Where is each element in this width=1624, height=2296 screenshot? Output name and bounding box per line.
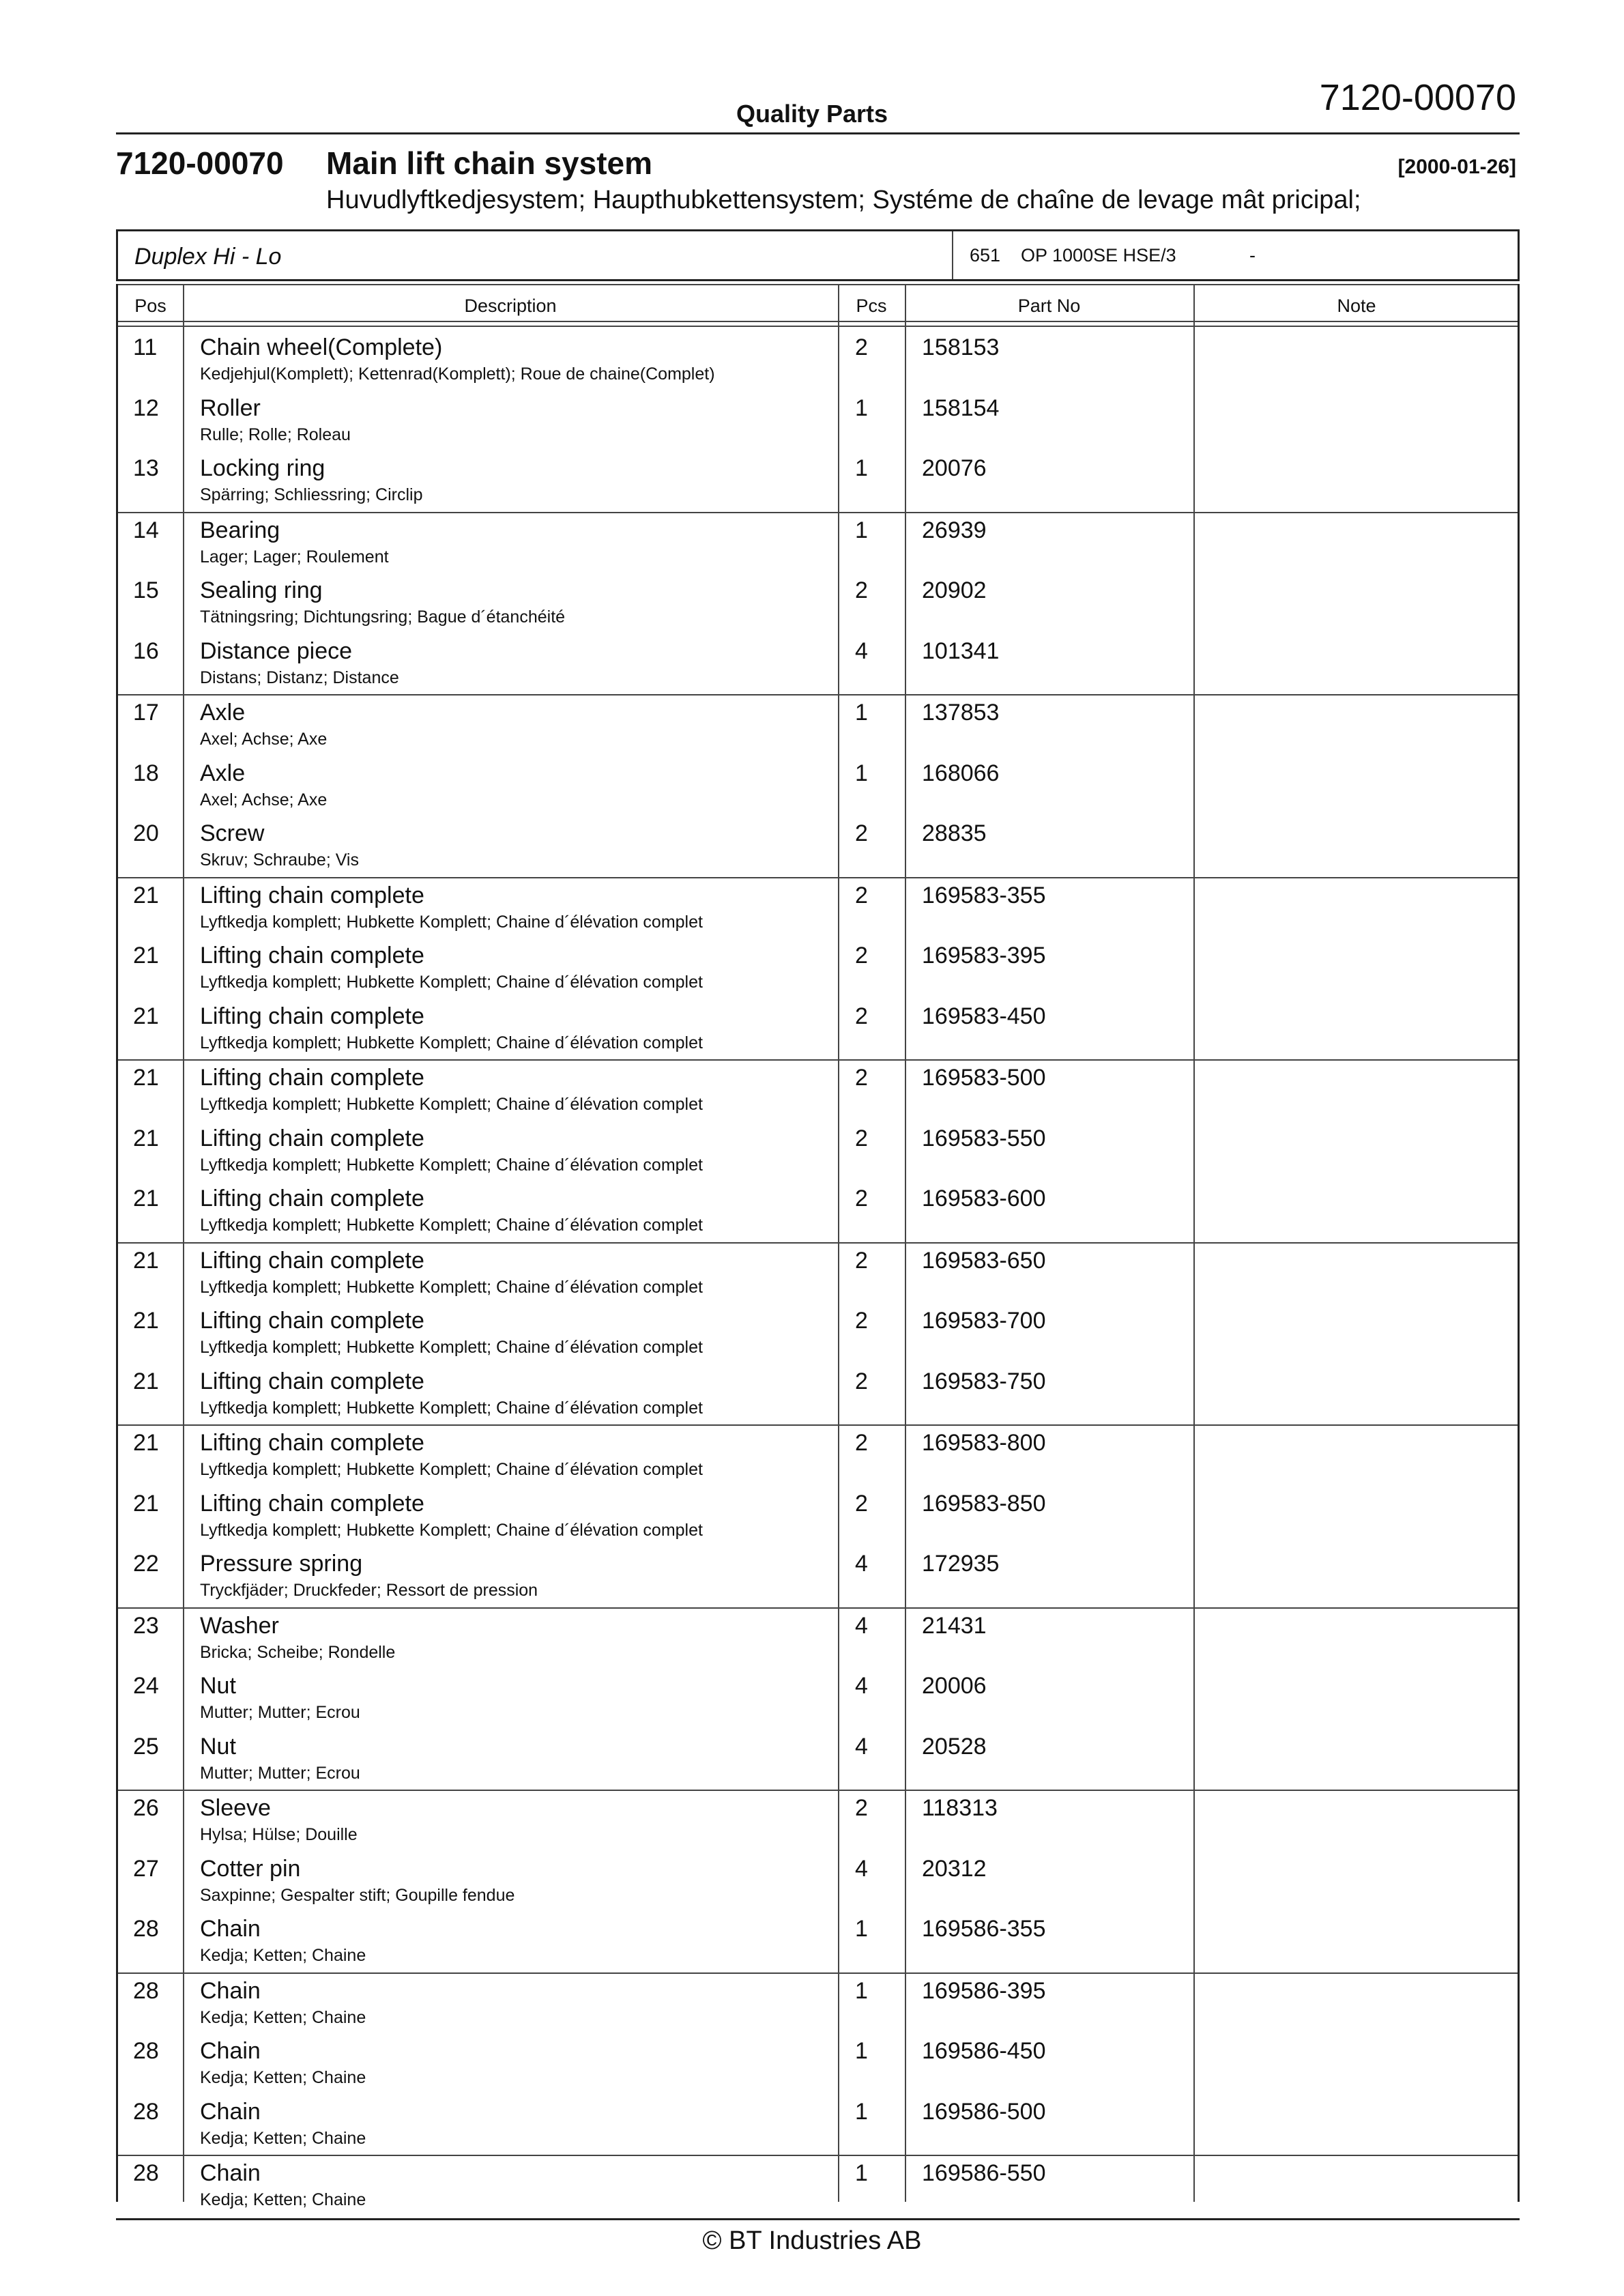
model-code: 651 <box>970 245 1001 266</box>
row-description: Lifting chain complete <box>200 1308 424 1334</box>
row-pos: 21 <box>133 882 159 908</box>
row-part-no: 20312 <box>922 1855 987 1882</box>
table-row <box>118 1242 1518 1304</box>
row-pos: 26 <box>133 1795 159 1821</box>
row-description-translations: Lyftkedja komplett; Hubkette Komplett; Chaine d´élévation complet <box>200 1338 703 1357</box>
row-part-no: 26939 <box>922 517 987 543</box>
row-pcs: 2 <box>855 1795 868 1821</box>
row-pos: 28 <box>133 2160 159 2186</box>
row-description: Lifting chain complete <box>200 1368 424 1394</box>
row-pcs: 4 <box>855 1673 868 1699</box>
row-pos: 22 <box>133 1551 159 1577</box>
row-pos: 21 <box>133 1368 159 1394</box>
row-description-translations: Lyftkedja komplett; Hubkette Komplett; Chaine d´élévation complet <box>200 1520 703 1540</box>
row-part-no: 20902 <box>922 577 987 603</box>
table-row <box>118 1607 1518 1669</box>
row-description: Nut <box>200 1733 236 1760</box>
row-pos: 21 <box>133 1125 159 1151</box>
row-part-no: 169583-800 <box>922 1430 1046 1456</box>
table-row <box>118 999 1518 1060</box>
row-description: Sleeve <box>200 1795 271 1821</box>
row-pos: 13 <box>133 455 159 481</box>
table-row <box>118 1730 1518 1790</box>
row-pcs: 4 <box>855 1612 868 1639</box>
row-pcs: 1 <box>855 1916 868 1942</box>
row-part-no: 20006 <box>922 1673 987 1699</box>
model-box <box>116 229 1520 281</box>
row-pcs: 1 <box>855 760 868 786</box>
row-pos: 12 <box>133 394 159 421</box>
row-description-translations: Kedja; Ketten; Chaine <box>200 1946 366 1965</box>
row-part-no: 101341 <box>922 637 1000 664</box>
row-description: Chain <box>200 1916 261 1942</box>
row-pos: 16 <box>133 637 159 664</box>
row-pos: 21 <box>133 1308 159 1334</box>
row-description-translations: Hylsa; Hülse; Douille <box>200 1825 358 1844</box>
row-description-translations: Kedja; Ketten; Chaine <box>200 2068 366 2087</box>
title-translations: Huvudlyftkedjesystem; Haupthubkettensystem; Systéme de chaîne de levage mât pricipal; <box>326 186 1361 214</box>
row-pos: 21 <box>133 1065 159 1091</box>
row-pcs: 1 <box>855 2160 868 2186</box>
table-row <box>118 1364 1518 1425</box>
table-row <box>118 330 1518 391</box>
row-pcs: 1 <box>855 455 868 481</box>
row-pcs: 2 <box>855 1003 868 1029</box>
row-part-no: 169583-650 <box>922 1247 1046 1274</box>
row-pos: 20 <box>133 820 159 846</box>
row-pcs: 2 <box>855 1247 868 1274</box>
row-pos: 24 <box>133 1673 159 1699</box>
row-part-no: 169583-600 <box>922 1186 1046 1211</box>
page-title: Main lift chain system <box>326 145 653 181</box>
row-description-translations: Mutter; Mutter; Ecrou <box>200 1763 360 1783</box>
row-description-translations: Lyftkedja komplett; Hubkette Komplett; Chaine d´élévation complet <box>200 1216 703 1235</box>
table-row <box>118 391 1518 452</box>
table-row <box>118 694 1518 756</box>
row-description: Cotter pin <box>200 1855 301 1882</box>
row-part-no: 169586-355 <box>922 1916 1046 1942</box>
row-pcs: 2 <box>855 820 868 846</box>
row-description: Chain <box>200 2160 261 2186</box>
table-row <box>118 1121 1518 1182</box>
row-part-no: 169583-395 <box>922 943 1046 968</box>
row-description: Axle <box>200 760 246 786</box>
table-row <box>118 938 1518 999</box>
row-part-no: 169583-750 <box>922 1368 1046 1394</box>
row-description-translations: Lyftkedja komplett; Hubkette Komplett; Chaine d´élévation complet <box>200 973 703 992</box>
row-description-translations: Distans; Distanz; Distance <box>200 668 399 687</box>
row-pos: 23 <box>133 1612 159 1639</box>
row-description-translations: Lyftkedja komplett; Hubkette Komplett; Chaine d´élévation complet <box>200 1460 703 1479</box>
row-pcs: 2 <box>855 1368 868 1394</box>
row-part-no: 21431 <box>922 1612 987 1639</box>
row-pcs: 1 <box>855 2038 868 2064</box>
header-pos: Pos <box>134 296 166 316</box>
row-part-no: 169583-355 <box>922 882 1046 908</box>
row-pcs: 1 <box>855 2098 868 2125</box>
row-part-no: 169583-500 <box>922 1065 1046 1091</box>
row-pcs: 1 <box>855 700 868 726</box>
model-dash: - <box>1249 245 1256 266</box>
row-pcs: 2 <box>855 1490 868 1517</box>
row-pos: 28 <box>133 1916 159 1942</box>
row-description-translations: Tryckfjäder; Druckfeder; Ressort de pression <box>200 1581 538 1600</box>
row-description: Bearing <box>200 517 280 543</box>
row-pos: 28 <box>133 2038 159 2064</box>
row-description: Screw <box>200 820 265 846</box>
table-row <box>118 634 1518 695</box>
table-body <box>118 330 1518 2217</box>
row-pcs: 1 <box>855 1977 868 2004</box>
table-row <box>118 1424 1518 1487</box>
header-divider <box>116 132 1520 134</box>
table-row <box>118 512 1518 574</box>
row-description-translations: Kedja; Ketten; Chaine <box>200 2128 366 2148</box>
row-description-translations: Kedja; Ketten; Chaine <box>200 2007 366 2027</box>
row-description: Sealing ring <box>200 577 323 603</box>
header-note: Note <box>1337 296 1376 316</box>
row-part-no: 20076 <box>922 455 987 481</box>
row-description-translations: Spärring; Schliessring; Circlip <box>200 485 423 504</box>
row-description-translations: Lager; Lager; Roulement <box>200 547 389 566</box>
parts-table <box>116 284 1520 2209</box>
row-pos: 21 <box>133 943 159 968</box>
row-description: Lifting chain complete <box>200 1186 424 1211</box>
row-description-translations: Axel; Achse; Axe <box>200 730 328 749</box>
row-description: Distance piece <box>200 637 353 664</box>
table-row <box>118 756 1518 817</box>
row-pos: 27 <box>133 1855 159 1882</box>
title-date: [2000-01-26] <box>1397 156 1516 178</box>
row-part-no: 137853 <box>922 700 1000 726</box>
row-description-translations: Lyftkedja komplett; Hubkette Komplett; Chaine d´élévation complet <box>200 1155 703 1175</box>
table-row <box>118 2034 1518 2095</box>
row-part-no: 28835 <box>922 820 987 846</box>
table-header <box>118 284 1518 322</box>
table-row <box>118 1304 1518 1364</box>
row-pos: 17 <box>133 700 159 726</box>
row-description: Lifting chain complete <box>200 1247 424 1274</box>
row-pcs: 2 <box>855 334 868 360</box>
row-part-no: 169583-850 <box>922 1490 1046 1517</box>
row-description-translations: Lyftkedja komplett; Hubkette Komplett; Chaine d´élévation complet <box>200 1095 703 1114</box>
row-description-translations: Mutter; Mutter; Ecrou <box>200 1703 360 1722</box>
row-description: Chain <box>200 2038 261 2064</box>
row-pcs: 4 <box>855 1733 868 1760</box>
row-part-no: 118313 <box>922 1795 998 1821</box>
row-part-no: 169586-450 <box>922 2038 1046 2064</box>
title-code: 7120-00070 <box>116 145 284 181</box>
row-description: Lifting chain complete <box>200 1125 424 1151</box>
model-type: OP 1000SE HSE/3 <box>1021 245 1176 266</box>
header-pcs: Pcs <box>856 296 887 316</box>
row-pos: 18 <box>133 760 159 786</box>
row-description-translations: Tätningsring; Dichtungsring; Bague d´étanchéité <box>200 607 566 627</box>
row-description: Pressure spring <box>200 1551 363 1577</box>
table-row <box>118 451 1518 512</box>
row-pos: 25 <box>133 1733 159 1760</box>
row-description: Washer <box>200 1612 279 1639</box>
row-pcs: 1 <box>855 517 868 543</box>
row-part-no: 169586-500 <box>922 2098 1046 2125</box>
row-description-translations: Lyftkedja komplett; Hubkette Komplett; Chaine d´élévation complet <box>200 1033 703 1052</box>
row-pcs: 4 <box>855 1551 868 1577</box>
row-description: Lifting chain complete <box>200 1430 424 1456</box>
header-double-rule <box>118 326 1518 327</box>
row-description: Locking ring <box>200 455 325 481</box>
row-description-translations: Lyftkedja komplett; Hubkette Komplett; Chaine d´élévation complet <box>200 912 703 932</box>
row-description: Lifting chain complete <box>200 1003 424 1029</box>
row-pcs: 2 <box>855 1125 868 1151</box>
model-name: Duplex Hi - Lo <box>134 244 282 270</box>
header-part-no: Part No <box>1017 296 1081 316</box>
row-description: Lifting chain complete <box>200 1065 424 1091</box>
row-pcs: 1 <box>855 394 868 421</box>
row-pcs: 2 <box>855 943 868 968</box>
row-pos: 28 <box>133 2098 159 2125</box>
row-pos: 28 <box>133 1977 159 2004</box>
table-row <box>118 1181 1518 1242</box>
row-description-translations: Lyftkedja komplett; Hubkette Komplett; Chaine d´élévation complet <box>200 1277 703 1297</box>
footer-copyright: © BT Industries AB <box>702 2226 922 2255</box>
header-description: Description <box>464 296 557 316</box>
row-description: Chain <box>200 1977 261 2004</box>
table-row <box>118 1059 1518 1121</box>
table-row <box>118 1487 1518 1547</box>
row-pos: 21 <box>133 1430 159 1456</box>
header-doc-code: 7120-00070 <box>1319 77 1516 118</box>
row-description-translations: Lyftkedja komplett; Hubkette Komplett; Chaine d´élévation complet <box>200 1398 703 1418</box>
table-row <box>118 2095 1518 2155</box>
table-row <box>118 1852 1518 1912</box>
row-pos: 14 <box>133 517 159 543</box>
row-part-no: 169583-700 <box>922 1308 1046 1334</box>
row-description: Lifting chain complete <box>200 882 424 908</box>
row-pos: 21 <box>133 1490 159 1517</box>
row-part-no: 169583-550 <box>922 1125 1046 1151</box>
table-row <box>118 1547 1518 1607</box>
row-pos: 11 <box>133 334 158 360</box>
row-description-translations: Kedja; Ketten; Chaine <box>200 2190 366 2209</box>
row-part-no: 169586-550 <box>922 2160 1046 2186</box>
table-row <box>118 1912 1518 1972</box>
row-description: Chain <box>200 2098 261 2125</box>
row-pcs: 2 <box>855 1186 868 1211</box>
row-pcs: 2 <box>855 1430 868 1456</box>
table-row <box>118 2155 1518 2217</box>
table-row <box>118 877 1518 939</box>
row-pos: 15 <box>133 577 159 603</box>
row-description: Roller <box>200 394 261 421</box>
row-pcs: 2 <box>855 882 868 908</box>
row-pcs: 2 <box>855 1308 868 1334</box>
row-description-translations: Skruv; Schraube; Vis <box>200 850 359 870</box>
row-description-translations: Saxpinne; Gespalter stift; Goupille fendue <box>200 1885 515 1905</box>
row-description: Lifting chain complete <box>200 1490 424 1517</box>
row-part-no: 158154 <box>922 394 1000 421</box>
row-description: Chain wheel(Complete) <box>200 334 443 360</box>
row-description-translations: Rulle; Rolle; Roleau <box>200 425 351 444</box>
row-description-translations: Bricka; Scheibe; Rondelle <box>200 1642 396 1662</box>
row-description: Nut <box>200 1673 236 1699</box>
row-part-no: 169583-450 <box>922 1003 1046 1029</box>
row-pos: 21 <box>133 1003 159 1029</box>
row-description: Axle <box>200 700 246 726</box>
row-pcs: 4 <box>855 1855 868 1882</box>
table-row <box>118 1790 1518 1852</box>
row-part-no: 168066 <box>922 760 1000 786</box>
row-pos: 21 <box>133 1247 159 1274</box>
footer-divider <box>116 2218 1520 2220</box>
table-row <box>118 1669 1518 1730</box>
row-pcs: 2 <box>855 577 868 603</box>
row-description-translations: Axel; Achse; Axe <box>200 790 328 809</box>
table-row <box>118 1972 1518 2035</box>
row-pcs: 4 <box>855 637 868 664</box>
row-part-no: 20528 <box>922 1733 987 1760</box>
row-part-no: 172935 <box>922 1551 1000 1577</box>
row-description: Lifting chain complete <box>200 943 424 968</box>
row-description-translations: Kedjehjul(Komplett); Kettenrad(Komplett); Roue de chaine(Complet) <box>200 364 715 384</box>
table-row <box>118 573 1518 634</box>
model-divider <box>952 231 953 279</box>
row-pcs: 2 <box>855 1065 868 1091</box>
header-title: Quality Parts <box>736 100 888 128</box>
table-row <box>118 816 1518 877</box>
row-pos: 21 <box>133 1186 159 1211</box>
row-part-no: 158153 <box>922 334 1000 360</box>
row-part-no: 169586-395 <box>922 1977 1046 2004</box>
